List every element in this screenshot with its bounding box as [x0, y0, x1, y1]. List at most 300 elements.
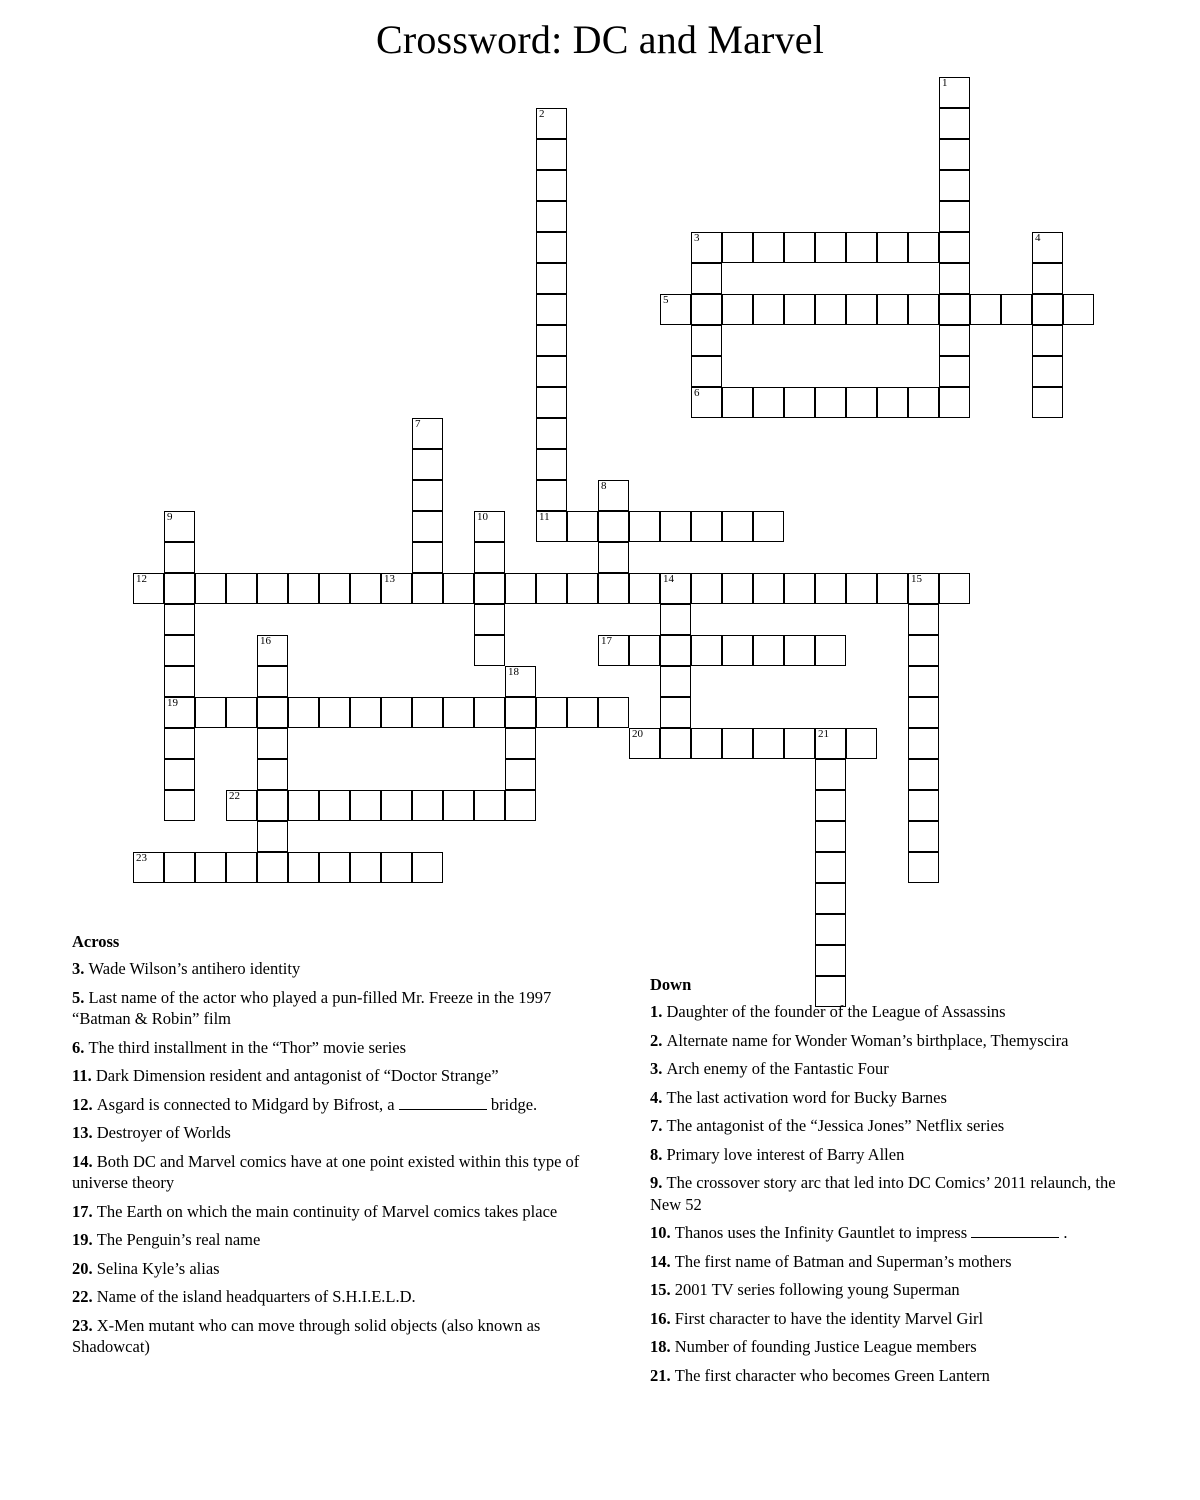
- grid-cell[interactable]: [939, 387, 970, 418]
- grid-cell[interactable]: [350, 573, 381, 604]
- across-clue-6: [72, 1037, 592, 1059]
- grid-cell[interactable]: [257, 666, 288, 697]
- grid-cell[interactable]: [443, 573, 474, 604]
- grid-cell[interactable]: [908, 697, 939, 728]
- grid-cell[interactable]: [412, 573, 443, 604]
- grid-cell[interactable]: [319, 573, 350, 604]
- grid-cell[interactable]: [319, 852, 350, 883]
- grid-cell[interactable]: [660, 604, 691, 635]
- grid-cell[interactable]: [257, 852, 288, 883]
- clue-text: Alternate name for Wonder Woman’s birthplace, Themyscira: [666, 1030, 1069, 1050]
- clue-text: The crossover story arc that led into DC Comics’ 2011 relaunch, the New 52: [650, 1173, 1116, 1214]
- grid-cell[interactable]: [846, 728, 877, 759]
- clue-number: 3.: [650, 1059, 667, 1078]
- grid-cell[interactable]: [257, 821, 288, 852]
- grid-cell[interactable]: [908, 728, 939, 759]
- grid-cell[interactable]: [908, 666, 939, 697]
- grid-cell[interactable]: [381, 790, 412, 821]
- grid-cell[interactable]: [164, 728, 195, 759]
- clue-number: 18.: [650, 1337, 675, 1356]
- grid-cell[interactable]: [598, 511, 629, 542]
- grid-cell[interactable]: [815, 790, 846, 821]
- grid-cell[interactable]: [567, 511, 598, 542]
- clue-number: 13.: [72, 1123, 97, 1142]
- grid-cell[interactable]: [908, 852, 939, 883]
- grid-cell[interactable]: [164, 852, 195, 883]
- grid-cell[interactable]: [753, 232, 784, 263]
- grid-cell[interactable]: [567, 697, 598, 728]
- down-clue-21: [650, 1365, 1140, 1387]
- grid-cell[interactable]: [753, 573, 784, 604]
- clue-number: 19.: [72, 1230, 97, 1249]
- grid-cell[interactable]: [815, 294, 846, 325]
- grid-cell[interactable]: [691, 573, 722, 604]
- grid-cell[interactable]: [629, 573, 660, 604]
- grid-cell[interactable]: [722, 387, 753, 418]
- grid-cell[interactable]: [939, 77, 970, 108]
- grid-cell[interactable]: [443, 697, 474, 728]
- clue-number: 17.: [72, 1201, 97, 1221]
- grid-cell[interactable]: [505, 790, 536, 821]
- grid-cell[interactable]: [815, 387, 846, 418]
- grid-cell[interactable]: [1032, 325, 1063, 356]
- grid-cell[interactable]: [877, 232, 908, 263]
- grid-cell[interactable]: [536, 108, 567, 139]
- grid-cell[interactable]: [815, 883, 846, 914]
- grid-cell[interactable]: [536, 387, 567, 418]
- clue-text: Dark Dimension resident and antagonist of “Doctor Strange”: [95, 1066, 499, 1085]
- grid-cell[interactable]: [691, 511, 722, 542]
- grid-cell[interactable]: [784, 294, 815, 325]
- grid-cell[interactable]: [722, 728, 753, 759]
- grid-cell-number: 13: [384, 573, 395, 585]
- grid-cell[interactable]: [536, 170, 567, 201]
- grid-cell[interactable]: [691, 325, 722, 356]
- grid-cell[interactable]: [815, 635, 846, 666]
- grid-cell[interactable]: [753, 635, 784, 666]
- grid-cell[interactable]: [257, 728, 288, 759]
- clue-number: 8.: [650, 1144, 667, 1164]
- across-clue-20: [72, 1258, 592, 1280]
- grid-cell[interactable]: [939, 573, 970, 604]
- grid-cell[interactable]: [753, 294, 784, 325]
- grid-cell[interactable]: [908, 232, 939, 263]
- clue-number: 14.: [72, 1151, 97, 1171]
- grid-cell[interactable]: [908, 294, 939, 325]
- grid-cell[interactable]: [226, 852, 257, 883]
- grid-cell[interactable]: [691, 387, 722, 418]
- grid-cell[interactable]: [815, 728, 846, 759]
- clue-number: 16.: [650, 1308, 675, 1328]
- down-clue-10: [650, 1222, 1140, 1244]
- clue-number: 4.: [650, 1087, 667, 1107]
- clue-text: Both DC and Marvel comics have at one point existed within this type of universe theory: [72, 1151, 580, 1192]
- across-clue-11: [72, 1065, 592, 1087]
- grid-cell[interactable]: [815, 759, 846, 790]
- grid-cell[interactable]: [877, 387, 908, 418]
- grid-cell[interactable]: [536, 139, 567, 170]
- grid-cell-number: 23: [136, 852, 147, 864]
- grid-cell[interactable]: [691, 294, 722, 325]
- grid-cell[interactable]: [381, 697, 412, 728]
- clue-number: 21.: [650, 1365, 675, 1385]
- grid-cell-number: 22: [229, 790, 240, 802]
- across-clue-17: [72, 1201, 592, 1223]
- down-clue-14: [650, 1251, 1140, 1273]
- grid-cell[interactable]: [939, 356, 970, 387]
- clue-number: 1.: [650, 1002, 667, 1021]
- grid-cell-number: 10: [477, 511, 488, 523]
- down-clue-7: [650, 1115, 1140, 1137]
- grid-cell[interactable]: [815, 945, 846, 976]
- grid-cell[interactable]: [784, 635, 815, 666]
- grid-cell[interactable]: [412, 511, 443, 542]
- grid-cell[interactable]: [257, 573, 288, 604]
- grid-cell[interactable]: [908, 759, 939, 790]
- grid-cell[interactable]: [474, 542, 505, 573]
- grid-cell[interactable]: [350, 852, 381, 883]
- clue-number: 10.: [650, 1223, 675, 1242]
- clue-text: Name of the island headquarters of S.H.I.E.L.D.: [96, 1287, 416, 1306]
- down-clue-list: [650, 1001, 1140, 1386]
- clue-text: Selina Kyle’s alias: [96, 1258, 220, 1278]
- grid-cell[interactable]: [350, 697, 381, 728]
- clue-blank: [971, 1223, 1059, 1238]
- grid-cell[interactable]: [753, 728, 784, 759]
- grid-cell[interactable]: [536, 201, 567, 232]
- clue-text: Destroyer of Worlds: [96, 1123, 231, 1142]
- grid-cell[interactable]: [1063, 294, 1094, 325]
- grid-cell[interactable]: [722, 573, 753, 604]
- clue-text: X-Men mutant who can move through solid objects (also known as Shadowcat): [72, 1315, 541, 1356]
- grid-cell-number: 1: [942, 77, 948, 89]
- grid-cell[interactable]: [536, 418, 567, 449]
- grid-cell[interactable]: [164, 635, 195, 666]
- clue-text: The last activation word for Bucky Barnes: [666, 1087, 947, 1107]
- grid-cell[interactable]: [1032, 263, 1063, 294]
- grid-cell[interactable]: [598, 480, 629, 511]
- grid-cell[interactable]: [1032, 294, 1063, 325]
- grid-cell[interactable]: [722, 232, 753, 263]
- grid-cell[interactable]: [722, 511, 753, 542]
- grid-cell[interactable]: [908, 821, 939, 852]
- grid-cell[interactable]: [474, 790, 505, 821]
- grid-cell-number: 16: [260, 635, 271, 647]
- grid-cell[interactable]: [939, 325, 970, 356]
- grid-cell[interactable]: [660, 666, 691, 697]
- grid-cell[interactable]: [660, 573, 691, 604]
- grid-cell-number: 7: [415, 418, 421, 430]
- clue-text: The antagonist of the “Jessica Jones” Netflix series: [666, 1116, 1005, 1135]
- grid-cell-number: 12: [136, 573, 147, 585]
- grid-cell[interactable]: [381, 852, 412, 883]
- grid-cell[interactable]: [970, 294, 1001, 325]
- grid-cell[interactable]: [164, 573, 195, 604]
- grid-cell[interactable]: [536, 511, 567, 542]
- grid-cell[interactable]: [1032, 232, 1063, 263]
- grid-cell-number: 15: [911, 573, 922, 585]
- grid-cell[interactable]: [257, 635, 288, 666]
- clue-number: 5.: [72, 987, 89, 1007]
- clue-text: The Earth on which the main continuity of Marvel comics takes place: [96, 1201, 558, 1221]
- down-clue-2: [650, 1030, 1140, 1052]
- clue-text-tail: bridge.: [486, 1094, 538, 1114]
- across-clue-3: [72, 958, 592, 980]
- down-heading: Down: [650, 975, 692, 994]
- down-clue-3: [650, 1058, 1140, 1080]
- grid-cell[interactable]: [784, 728, 815, 759]
- grid-cell[interactable]: [691, 232, 722, 263]
- grid-cell[interactable]: [784, 387, 815, 418]
- grid-cell[interactable]: [846, 294, 877, 325]
- grid-cell[interactable]: [226, 697, 257, 728]
- across-clue-14: [72, 1151, 592, 1194]
- grid-cell[interactable]: [288, 790, 319, 821]
- grid-cell[interactable]: [939, 108, 970, 139]
- grid-cell[interactable]: [815, 232, 846, 263]
- grid-cell[interactable]: [288, 852, 319, 883]
- grid-cell[interactable]: [164, 542, 195, 573]
- clue-text: 2001 TV series following young Superman: [674, 1280, 960, 1299]
- grid-cell-number: 19: [167, 697, 178, 709]
- grid-cell[interactable]: [691, 635, 722, 666]
- grid-cell-number: 4: [1035, 232, 1041, 244]
- across-clue-23: [72, 1315, 592, 1358]
- grid-cell[interactable]: [939, 294, 970, 325]
- grid-cell-number: 14: [663, 573, 674, 585]
- grid-cell[interactable]: [195, 573, 226, 604]
- grid-cell[interactable]: [939, 263, 970, 294]
- grid-cell[interactable]: [505, 697, 536, 728]
- grid-cell[interactable]: [939, 170, 970, 201]
- grid-cell[interactable]: [598, 573, 629, 604]
- grid-cell[interactable]: [350, 790, 381, 821]
- grid-cell[interactable]: [877, 573, 908, 604]
- grid-cell[interactable]: [815, 914, 846, 945]
- page-title: Crossword: DC and Marvel: [375, 17, 825, 62]
- grid-cell[interactable]: [1001, 294, 1032, 325]
- down-clue-15: [650, 1279, 1140, 1301]
- across-clue-5: [72, 987, 592, 1030]
- grid-cell-number: 20: [632, 728, 643, 740]
- grid-cell[interactable]: [164, 759, 195, 790]
- grid-cell[interactable]: [474, 604, 505, 635]
- clue-text: Wade Wilson’s antihero identity: [88, 959, 301, 978]
- grid-cell[interactable]: [660, 511, 691, 542]
- clue-number: 6.: [72, 1037, 89, 1057]
- across-clue-12: [72, 1094, 592, 1116]
- grid-cell[interactable]: [412, 480, 443, 511]
- grid-cell[interactable]: [257, 759, 288, 790]
- clue-number: 23.: [72, 1315, 97, 1335]
- grid-cell[interactable]: [288, 697, 319, 728]
- grid-cell-number: 17: [601, 635, 612, 647]
- across-clue-list: [72, 958, 592, 1358]
- clue-text: Last name of the actor who played a pun-filled Mr. Freeze in the 1997 “Batman & Robin” film: [72, 987, 552, 1028]
- clue-number: 12.: [72, 1094, 97, 1114]
- grid-cell[interactable]: [505, 759, 536, 790]
- grid-cell[interactable]: [939, 232, 970, 263]
- grid-cell[interactable]: [133, 573, 164, 604]
- down-clue-18: [650, 1336, 1140, 1358]
- down-clue-8: [650, 1144, 1140, 1166]
- grid-cell[interactable]: [784, 232, 815, 263]
- grid-cell[interactable]: [226, 573, 257, 604]
- grid-cell[interactable]: [133, 852, 164, 883]
- grid-cell[interactable]: [846, 387, 877, 418]
- grid-cell[interactable]: [505, 573, 536, 604]
- grid-cell[interactable]: [1032, 387, 1063, 418]
- clue-text: The third installment in the “Thor” movie series: [88, 1037, 407, 1057]
- grid-cell[interactable]: [474, 511, 505, 542]
- grid-cell[interactable]: [474, 573, 505, 604]
- grid-cell[interactable]: [412, 790, 443, 821]
- grid-cell[interactable]: [660, 728, 691, 759]
- grid-cell-number: 3: [694, 232, 700, 244]
- grid-cell[interactable]: [660, 635, 691, 666]
- grid-cell[interactable]: [288, 573, 319, 604]
- across-heading: Across: [72, 932, 120, 951]
- clue-text: Arch enemy of the Fantastic Four: [666, 1059, 889, 1078]
- clue-text: The first character who becomes Green Lantern: [674, 1365, 990, 1385]
- down-clue-1: [650, 1001, 1140, 1023]
- grid-cell[interactable]: [722, 635, 753, 666]
- grid-cell[interactable]: [164, 666, 195, 697]
- grid-cell-number: 18: [508, 666, 519, 678]
- grid-cell[interactable]: [505, 666, 536, 697]
- grid-cell[interactable]: [505, 728, 536, 759]
- grid-cell[interactable]: [846, 573, 877, 604]
- clue-number: 11.: [72, 1066, 96, 1085]
- grid-cell-number: 8: [601, 480, 607, 492]
- grid-cell[interactable]: [536, 697, 567, 728]
- grid-cell[interactable]: [598, 542, 629, 573]
- clue-text: First character to have the identity Marvel Girl: [674, 1308, 984, 1328]
- clue-number: 2.: [650, 1030, 667, 1050]
- clue-number: 7.: [650, 1116, 667, 1135]
- clue-text: Thanos uses the Infinity Gauntlet to impress: [674, 1223, 972, 1242]
- grid-cell[interactable]: [629, 635, 660, 666]
- grid-cell[interactable]: [226, 790, 257, 821]
- grid-cell[interactable]: [474, 697, 505, 728]
- grid-cell[interactable]: [1032, 356, 1063, 387]
- clue-number: 20.: [72, 1258, 97, 1278]
- grid-cell[interactable]: [319, 697, 350, 728]
- grid-cell[interactable]: [908, 604, 939, 635]
- grid-cell[interactable]: [257, 697, 288, 728]
- grid-cell[interactable]: [939, 139, 970, 170]
- grid-cell[interactable]: [319, 790, 350, 821]
- grid-cell[interactable]: [257, 790, 288, 821]
- grid-cell[interactable]: [381, 573, 412, 604]
- grid-cell[interactable]: [164, 790, 195, 821]
- grid-cell[interactable]: [815, 573, 846, 604]
- grid-cell[interactable]: [195, 852, 226, 883]
- grid-cell[interactable]: [536, 232, 567, 263]
- grid-cell[interactable]: [536, 449, 567, 480]
- grid-cell[interactable]: [753, 387, 784, 418]
- clue-text: Primary love interest of Barry Allen: [666, 1144, 905, 1164]
- clue-text: The first name of Batman and Superman’s mothers: [674, 1251, 1012, 1271]
- down-clue-4: [650, 1087, 1140, 1109]
- grid-cell[interactable]: [629, 728, 660, 759]
- grid-cell[interactable]: [474, 635, 505, 666]
- grid-cell[interactable]: [784, 573, 815, 604]
- down-clue-16: [650, 1308, 1140, 1330]
- grid-cell[interactable]: [598, 635, 629, 666]
- grid-cell[interactable]: [195, 697, 226, 728]
- grid-cell[interactable]: [877, 294, 908, 325]
- grid-cell-number: 21: [818, 728, 829, 740]
- grid-cell-number: 9: [167, 511, 173, 523]
- grid-cell[interactable]: [164, 511, 195, 542]
- grid-cell-number: 5: [663, 294, 669, 306]
- clue-text: Daughter of the founder of the League of Assassins: [666, 1002, 1006, 1021]
- clue-number: 15.: [650, 1280, 675, 1299]
- grid-cell[interactable]: [815, 821, 846, 852]
- grid-cell[interactable]: [908, 573, 939, 604]
- grid-cell[interactable]: [846, 232, 877, 263]
- clue-text: Asgard is connected to Midgard by Bifrost, a: [96, 1094, 399, 1114]
- grid-cell[interactable]: [598, 697, 629, 728]
- across-clues-section: [72, 932, 592, 1365]
- grid-cell[interactable]: [536, 294, 567, 325]
- grid-cell[interactable]: [412, 449, 443, 480]
- grid-cell-number: 6: [694, 387, 700, 399]
- grid-cell[interactable]: [908, 790, 939, 821]
- down-clues-section: [650, 975, 1140, 1393]
- clue-text: Number of founding Justice League members: [674, 1337, 977, 1356]
- grid-cell[interactable]: [164, 604, 195, 635]
- across-clue-13: [72, 1122, 592, 1144]
- grid-cell[interactable]: [660, 294, 691, 325]
- grid-cell[interactable]: [908, 387, 939, 418]
- grid-cell[interactable]: [815, 852, 846, 883]
- grid-cell[interactable]: [629, 511, 660, 542]
- down-clue-9: [650, 1172, 1140, 1215]
- grid-cell[interactable]: [722, 294, 753, 325]
- grid-cell[interactable]: [536, 480, 567, 511]
- grid-cell[interactable]: [412, 852, 443, 883]
- grid-cell[interactable]: [443, 790, 474, 821]
- grid-cell[interactable]: [164, 697, 195, 728]
- grid-cell[interactable]: [412, 697, 443, 728]
- grid-cell[interactable]: [691, 263, 722, 294]
- grid-cell[interactable]: [939, 201, 970, 232]
- grid-cell[interactable]: [691, 728, 722, 759]
- clue-text-tail: .: [1059, 1223, 1068, 1242]
- grid-cell-number: 11: [539, 511, 550, 523]
- grid-cell[interactable]: [412, 418, 443, 449]
- clue-number: 3.: [72, 959, 89, 978]
- grid-cell[interactable]: [567, 573, 598, 604]
- grid-cell-number: 2: [539, 108, 545, 120]
- grid-cell[interactable]: [908, 635, 939, 666]
- grid-cell[interactable]: [412, 542, 443, 573]
- clue-number: 14.: [650, 1251, 675, 1271]
- grid-cell[interactable]: [691, 356, 722, 387]
- across-clue-19: [72, 1229, 592, 1251]
- grid-cell[interactable]: [536, 325, 567, 356]
- grid-cell[interactable]: [536, 573, 567, 604]
- grid-cell[interactable]: [753, 511, 784, 542]
- clue-text: The Penguin’s real name: [96, 1230, 261, 1249]
- clue-number: 22.: [72, 1287, 97, 1306]
- grid-cell[interactable]: [536, 356, 567, 387]
- clue-blank: [399, 1095, 487, 1110]
- grid-cell[interactable]: [536, 263, 567, 294]
- grid-cell[interactable]: [660, 697, 691, 728]
